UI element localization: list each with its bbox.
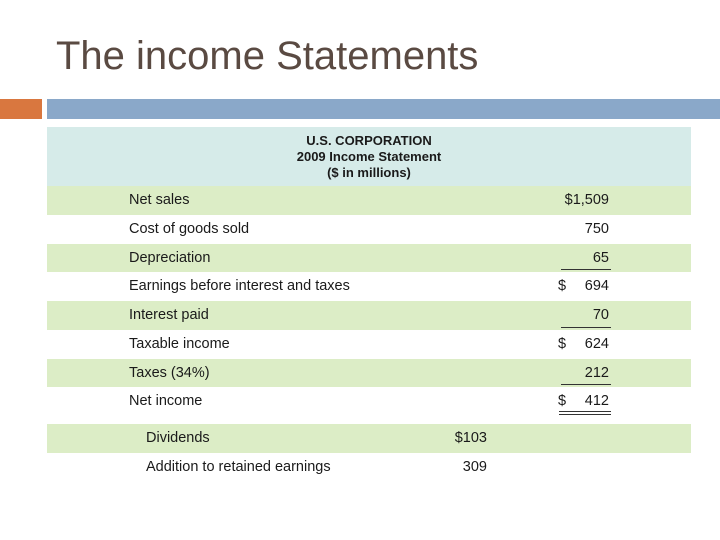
accent-bar-orange — [0, 99, 42, 119]
row-label: Addition to retained earnings — [146, 458, 331, 475]
row-value: 309 — [462, 458, 487, 475]
row-value: 65 — [592, 249, 609, 266]
statement-header — [47, 127, 691, 186]
row-value: 70 — [592, 307, 609, 323]
row-label: Taxes (34%) — [129, 364, 210, 381]
row-label: Net income — [129, 393, 203, 410]
section-gap — [47, 416, 691, 424]
row-label: Taxable income — [129, 335, 230, 352]
table-row — [47, 244, 691, 273]
row-label: Interest paid — [129, 307, 209, 323]
table-row — [47, 387, 691, 416]
row-value: $103 — [454, 430, 487, 446]
currency-sign: $ — [558, 335, 567, 352]
row-label: Cost of goods sold — [129, 220, 250, 237]
currency-sign: $ — [558, 393, 567, 410]
row-value: $1,509 — [564, 192, 609, 208]
accent-bar-blue — [47, 99, 720, 119]
total-double-underline — [559, 411, 611, 415]
row-label: Depreciation — [129, 249, 211, 266]
subtotal-underline — [561, 269, 611, 270]
row-value: 412 — [584, 393, 609, 410]
table-row — [47, 301, 691, 330]
row-label: Earnings before interest and taxes — [129, 278, 350, 295]
subtotal-underline — [561, 327, 611, 328]
row-value: 694 — [584, 278, 609, 295]
slide-title: The income Statements — [56, 34, 479, 78]
table-row — [47, 186, 691, 215]
row-value: 212 — [584, 364, 609, 381]
statement-units: ($ in millions) — [327, 165, 411, 180]
subtotal-underline — [561, 384, 611, 385]
table-row — [47, 453, 691, 482]
table-row — [47, 330, 691, 359]
currency-sign: $ — [558, 278, 567, 295]
row-value: 624 — [584, 335, 609, 352]
row-label: Net sales — [129, 192, 190, 208]
income-statement-table — [47, 127, 691, 482]
statement-subtitle: 2009 Income Statement — [296, 149, 442, 164]
table-row — [47, 215, 691, 244]
company-name: U.S. CORPORATION — [306, 133, 432, 148]
table-row — [47, 424, 691, 453]
row-label: Dividends — [146, 430, 210, 446]
table-row — [47, 272, 691, 301]
row-value: 750 — [584, 220, 609, 237]
table-row — [47, 359, 691, 388]
